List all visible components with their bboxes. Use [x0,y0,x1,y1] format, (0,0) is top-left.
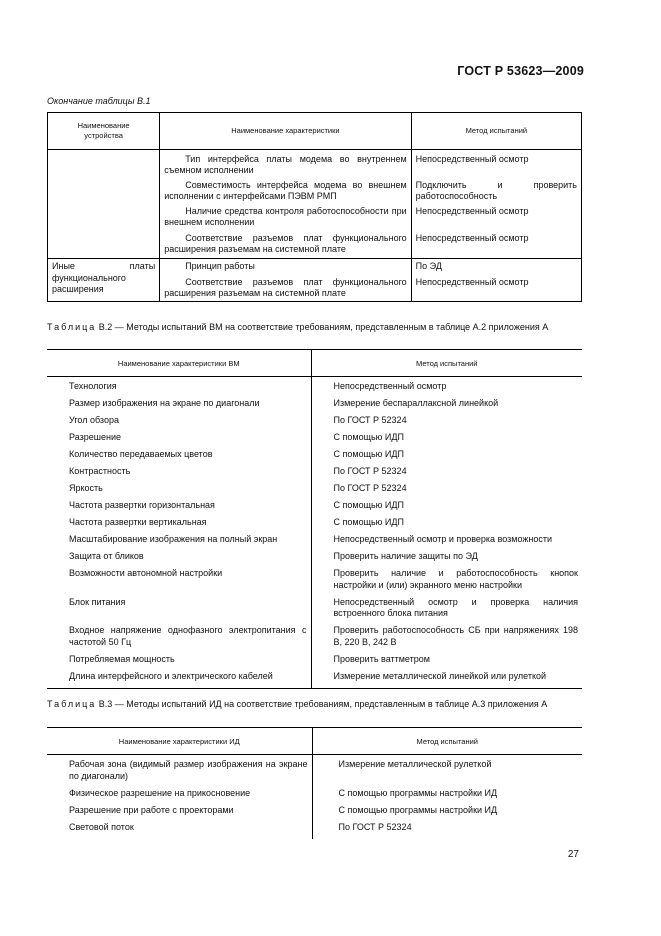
table-row [47,625,582,654]
table-cell: Принцип работы [160,259,411,277]
table-cell: Угол обзора [47,415,311,432]
table-row [47,500,582,517]
table-cell: Яркость [47,483,311,500]
table-cell: Количество передаваемых цветов [47,449,311,466]
table-cell: Частота развертки горизонтальная [47,500,311,517]
table-row [47,432,582,449]
table-cell: Непосредственный осмотр и проверка возможности [333,534,553,544]
table-b1-end [47,112,582,302]
page-number: 27 [567,849,579,860]
table-row [47,534,582,551]
table-cell: По ГОСТ Р 52324 [338,821,412,832]
table-row [47,822,582,839]
table-cell: Подключить и проверить работоспособность [411,180,581,207]
table-cell: С помощью программы настройки ИД [338,804,498,815]
table-cell: По ГОСТ Р 52324 [333,483,407,493]
table-cell: Непосредственный осмотр [411,233,581,259]
header-method: Метод испытаний [311,350,582,377]
table-cell: Физическое разрешение на прикосновение [47,788,312,805]
table-cell: Тип интерфейса платы модема во внутреннем съемном исполнении [160,150,411,180]
table-cell: Совместимость интерфейса модема во внешнем исполнении с интерфейсами ПЭВМ РМП [160,180,411,207]
table-cell: Непосредственный осмотр и проверка наличия встроенного блока питания [333,596,578,618]
table-cell: Измерение беспараллаксной линейкой [333,398,499,408]
table-cell: Разрешение при работе с проекторами [47,805,312,822]
table-cell: Соответствие разъемов плат функционального расширения разъемам на системной плате [160,277,411,302]
table-row [47,483,582,500]
table-row [47,466,582,483]
table-row [47,551,582,568]
document-code: ГОСТ Р 53623—2009 [457,64,584,78]
table-cell: По ЭД [411,259,581,277]
table-cell: По ГОСТ Р 52324 [333,466,407,476]
table-cell: Проверить наличие и работоспособность кнопок настройки и (или) экранного меню настройки [333,568,578,590]
table-cell: Рабочая зона (видимый размер изображения на экране по диагонали) [47,755,312,788]
table-row [47,415,582,432]
table-cell [48,150,160,259]
table-row [47,755,582,788]
table-cell: С помощью ИДП [333,500,404,510]
table-header-row [48,113,582,150]
table-row [47,671,582,689]
table-cell: Масштабирование изображения на полный экран [47,534,311,551]
table-row [47,377,582,399]
table-cell: Проверить ваттметром [333,653,430,664]
table-row [47,805,582,822]
table-cell: Иные платы функционального расширения [48,259,160,302]
table-cell: Наличие средства контроля работоспособности при внешнем исполнении [160,206,411,233]
header-device: Наименование устройства [48,113,160,150]
table-row [47,449,582,466]
table-cell: С помощью программы настройки ИД [338,787,498,798]
table-row [47,517,582,534]
table3-caption: Таблица В.3 — Методы испытаний ИД на соответствие требованиям, представленным в таблице А.3 приложения А [47,699,548,709]
table-row [47,654,582,671]
table-cell: Потребляемая мощность [47,654,311,671]
table-cell: По ГОСТ Р 52324 [333,415,407,425]
table-cell: Длина интерфейсного и электрического кабелей [47,671,311,689]
table-cell: Разрешение [47,432,311,449]
table-cell: Входное напряжение однофазного электропитания с частотой 50 Гц [47,625,311,654]
table-row [47,597,582,626]
header-characteristic-vm: Наименование характеристики ВМ [47,350,311,377]
table-row [47,398,582,415]
header-method: Метод испытаний [312,728,582,755]
table-cell: Измерение металлической линейкой или рулеткой [333,670,547,681]
table-cell: Технология [47,377,311,399]
table-cell: Измерение металлической рулеткой [338,759,492,769]
header-characteristic-id: Наименование характеристики ИД [47,728,312,755]
table-header-row [47,728,582,755]
table-cell: Непосредственный осмотр [411,150,581,180]
table-cell: С помощью ИДП [333,449,404,459]
table-cell: Защита от бликов [47,551,311,568]
table-cell: Непосредственный осмотр [333,381,447,391]
table-cell: Соответствие разъемов плат функционального расширения разъемам на системной плате [160,233,411,259]
table-cell: Проверить наличие защиты по ЭД [333,551,478,561]
table-cell: С помощью ИДП [333,517,404,527]
table-b2 [47,349,582,689]
table-cell: Контрастность [47,466,311,483]
table-header-row [47,350,582,377]
table-cell: Непосредственный осмотр [411,277,581,302]
table-cell: Частота развертки вертикальная [47,517,311,534]
header-method: Метод испытаний [411,113,581,150]
table-cell: С помощью ИДП [333,432,404,442]
table-row [47,568,582,597]
table-b3 [47,727,582,839]
table-cell: Проверить работоспособность СБ при напряжениях 198 В, 220 В, 242 В [333,625,578,647]
table-row [48,150,582,180]
table-cell: Возможности автономной настройки [47,568,311,597]
table-row [48,259,582,277]
table-cell: Размер изображения на экране по диагонали [47,398,311,415]
table-cell: Блок питания [47,597,311,626]
table1-caption: Окончание таблицы В.1 [47,96,151,106]
table-cell: Непосредственный осмотр [411,206,581,233]
table2-caption: Таблица В.2 — Методы испытаний ВМ на соответствие требованиям, представленным в таблице А.2 приложения А [47,322,549,332]
table-cell: Световой поток [47,822,312,839]
header-characteristic: Наименование характеристики [160,113,411,150]
table-row [47,788,582,805]
